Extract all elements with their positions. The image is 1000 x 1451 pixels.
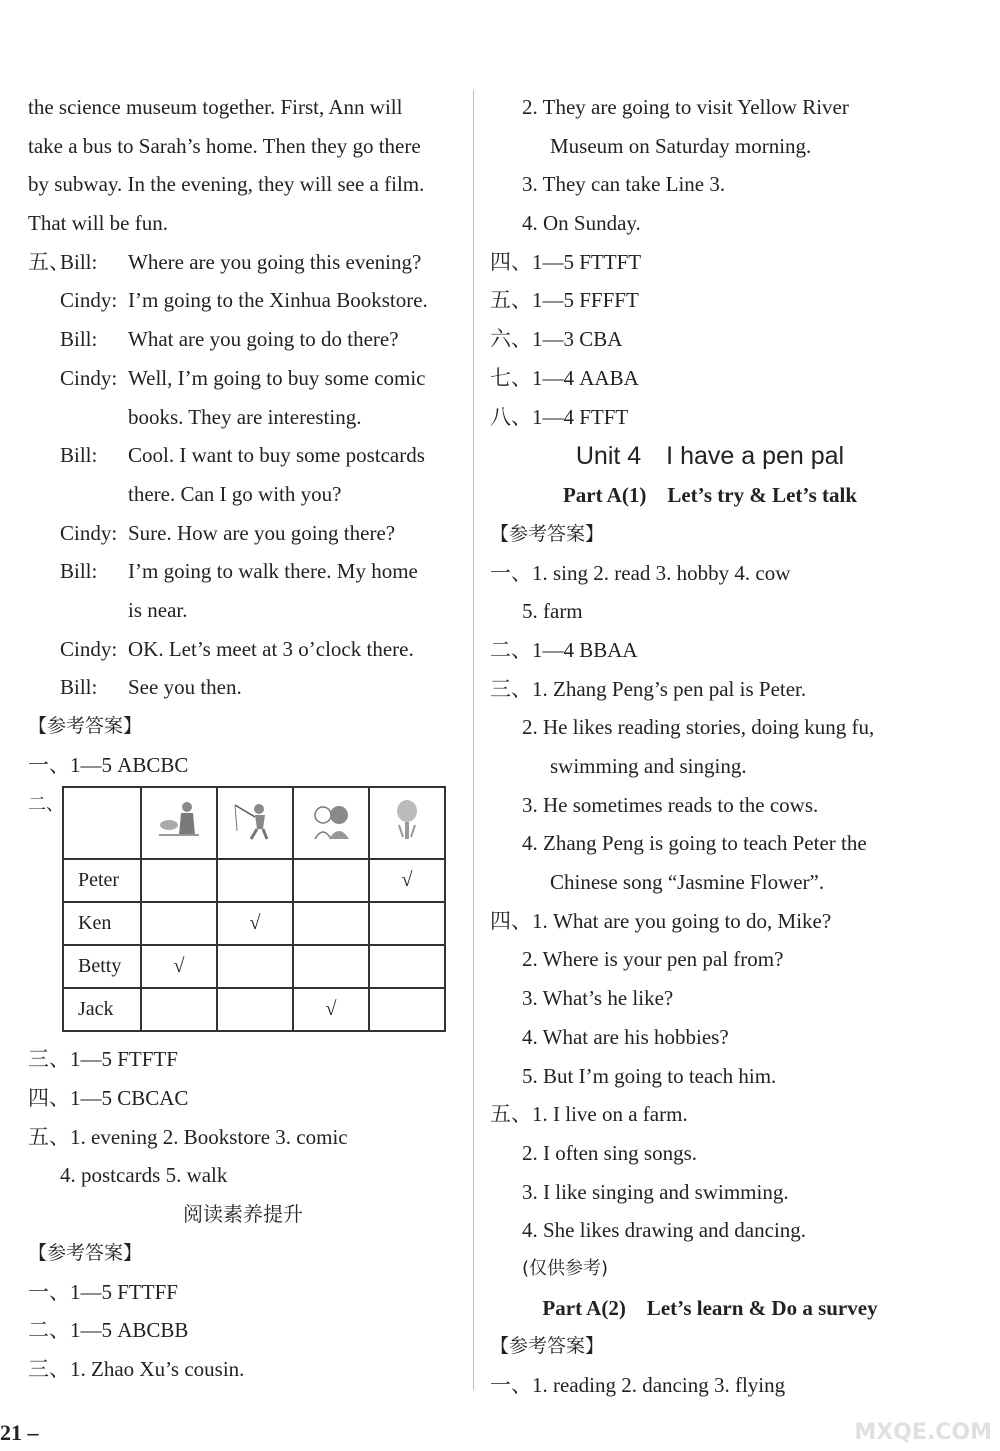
answer-line: 3. I like singing and swimming.	[522, 1179, 789, 1204]
speaker: Cindy:	[60, 636, 118, 661]
check-cell	[293, 945, 369, 988]
speaker: Cindy:	[60, 288, 118, 313]
fishing-icon	[229, 797, 281, 843]
answer-line: 六、1—3 CBA	[490, 327, 623, 352]
row-name: Ken	[63, 902, 141, 945]
check-cell	[369, 902, 445, 945]
answer-line: 3. He sometimes reads to the cows.	[522, 792, 819, 817]
check-cell	[217, 859, 293, 902]
answer-line: 2. They are going to visit Yellow River	[522, 95, 849, 119]
answer-line: 4. postcards 5. walk	[60, 1163, 228, 1188]
watermark-text: MXQE.COM	[854, 1420, 992, 1445]
utterance: there. Can I go with you?	[128, 481, 342, 506]
check-cell	[141, 902, 217, 945]
answer-line: 三、1. Zhang Peng’s pen pal is Peter.	[490, 676, 807, 701]
right-column	[490, 88, 930, 1405]
check-cell	[369, 945, 445, 988]
speaker: Bill:	[60, 443, 98, 468]
answer-line: 3. They can take Line 3.	[522, 172, 726, 197]
part-title: Part A(1) Let’s try & Let’s talk	[562, 483, 858, 508]
note-line: (仅供参考)	[522, 1257, 609, 1279]
check-cell	[217, 988, 293, 1031]
answer-label: 【参考答案】	[28, 1241, 143, 1264]
speaker: Cindy:	[60, 520, 118, 545]
utterance: I’m going to the Xinhua Bookstore.	[128, 288, 428, 313]
answer-line: 一、1. reading 2. dancing 3. flying	[490, 1373, 786, 1397]
survey-table	[62, 786, 446, 1032]
table-row	[63, 859, 445, 902]
answer-line: 七、1—4 AABA	[490, 365, 639, 390]
text-line: by subway. In the evening, they will see a film.	[28, 172, 425, 197]
speaker: Bill:	[60, 675, 98, 700]
speaker: Cindy:	[60, 365, 118, 390]
survey-table-block	[28, 786, 458, 1032]
speaker	[60, 398, 128, 437]
speaker	[60, 591, 128, 630]
ping-pong-picture	[369, 787, 445, 859]
answer-line: 五、1—5 FFFFT	[490, 288, 639, 313]
answer-line: 2. He likes reading stories, doing kung fu,	[522, 715, 875, 740]
answer-line: 5. farm	[522, 599, 583, 624]
dialog-line	[28, 398, 458, 437]
dialog-line	[28, 281, 458, 320]
fishing-picture	[217, 787, 293, 859]
speaker: Bill:	[60, 249, 98, 274]
table-header-row	[63, 787, 445, 859]
utterance: Sure. How are you going there?	[128, 520, 396, 545]
people-icon	[305, 797, 357, 843]
column-divider	[473, 90, 474, 1390]
utterance: What are you going to do there?	[128, 327, 399, 352]
check-cell: √	[293, 988, 369, 1031]
check-cell	[369, 988, 445, 1031]
row-name: Betty	[63, 945, 141, 988]
dialog-line	[28, 552, 458, 591]
row-name: Jack	[63, 988, 141, 1031]
answer-line: 4. She likes drawing and dancing.	[522, 1218, 807, 1243]
dialog-line	[28, 359, 458, 398]
answer-line: 四、1—5 CBCAC	[28, 1086, 189, 1111]
answer-line: 三、1. Zhao Xu’s cousin.	[28, 1356, 245, 1381]
answer-line: 2. I often sing songs.	[522, 1140, 697, 1165]
section-marker: 五、	[28, 249, 70, 274]
table-row	[63, 988, 445, 1031]
cooking-icon	[153, 797, 205, 843]
answer-line: 一、1—5 FTTFF	[28, 1279, 178, 1304]
page-number: 21 –	[0, 1420, 39, 1445]
speaker: Bill:	[60, 327, 98, 352]
answer-line: 三、1—5 FTFTF	[28, 1047, 178, 1072]
check-cell: √	[369, 859, 445, 902]
dialog-line	[28, 320, 458, 359]
utterance: is near.	[128, 597, 188, 622]
answer-line: 二、1—4 BBAA	[490, 637, 638, 662]
utterance: books. They are interesting.	[128, 404, 362, 429]
check-cell	[141, 988, 217, 1031]
answer-line: 四、1—5 FTTFT	[490, 249, 642, 274]
utterance: I’m going to walk there. My home	[128, 559, 418, 584]
check-cell	[293, 859, 369, 902]
speaker: Bill:	[60, 559, 98, 584]
answer-line: 4. Zhang Peng is going to teach Peter the	[522, 831, 867, 856]
answer-line: 五、1. I live on a farm.	[490, 1102, 688, 1127]
answer-line: 二、1—5 ABCBB	[28, 1318, 189, 1343]
check-cell	[293, 902, 369, 945]
dialog-line	[28, 591, 458, 630]
answer-line: 4. On Sunday.	[522, 211, 641, 236]
answer-line: 八、1—4 FTFT	[490, 404, 629, 429]
dialog-line	[28, 436, 458, 475]
watermark	[854, 1420, 992, 1445]
utterance: Cool. I want to buy some postcards	[128, 443, 425, 468]
check-cell: √	[217, 902, 293, 945]
dialog-line	[28, 668, 458, 707]
answer-line: 五、1. evening 2. Bookstore 3. comic	[28, 1124, 348, 1149]
dialog-line	[28, 243, 458, 282]
check-cell: √	[141, 945, 217, 988]
utterance: Where are you going this evening?	[128, 249, 422, 274]
answer-line: 一、1—5 ABCBC	[28, 752, 189, 777]
table-corner-cell	[63, 787, 141, 859]
speaker	[60, 475, 128, 514]
section-heading: 阅读素养提升	[183, 1202, 303, 1227]
utterance: OK. Let’s meet at 3 o’clock there.	[128, 636, 414, 661]
answer-label: 【参考答案】	[490, 1335, 605, 1358]
answer-line: 2. Where is your pen pal from?	[522, 947, 784, 972]
table-row	[63, 902, 445, 945]
answer-line: 5. But I’m going to teach him.	[522, 1063, 777, 1088]
row-name: Peter	[63, 859, 141, 902]
answer-line: 4. What are his hobbies?	[522, 1024, 729, 1049]
check-cell	[141, 859, 217, 902]
left-column	[28, 88, 458, 1389]
answer-label: 【参考答案】	[490, 522, 605, 545]
answer-line: 一、1. sing 2. read 3. hobby 4. cow	[490, 560, 791, 585]
answer-line: 四、1. What are you going to do, Mike?	[490, 908, 832, 933]
check-cell	[217, 945, 293, 988]
utterance: Well, I’m going to buy some comic	[128, 365, 426, 390]
answer-line: Chinese song “Jasmine Flower”.	[550, 870, 825, 895]
dialog-line	[28, 630, 458, 669]
answer-line: swimming and singing.	[550, 754, 747, 778]
text-line: take a bus to Sarah’s home. Then they go there	[28, 133, 421, 158]
answer-line: Museum on Saturday morning.	[550, 133, 812, 158]
part-title: Part A(2) Let’s learn & Do a survey	[542, 1295, 878, 1320]
unit-title: Unit 4 I have a pen pal	[575, 442, 845, 471]
ping-pong-icon	[381, 797, 433, 843]
table-row	[63, 945, 445, 988]
dialog-line	[28, 514, 458, 553]
text-line: the science museum together. First, Ann will	[28, 95, 403, 119]
dialog-line	[28, 475, 458, 514]
answer-label: 【参考答案】	[28, 715, 143, 737]
text-line: That will be fun.	[28, 211, 168, 236]
answer-line: 3. What’s he like?	[522, 986, 674, 1011]
utterance: See you then.	[128, 675, 242, 700]
people-picture	[293, 787, 369, 859]
cooking-picture	[141, 787, 217, 859]
section-marker: 二、	[28, 794, 64, 816]
